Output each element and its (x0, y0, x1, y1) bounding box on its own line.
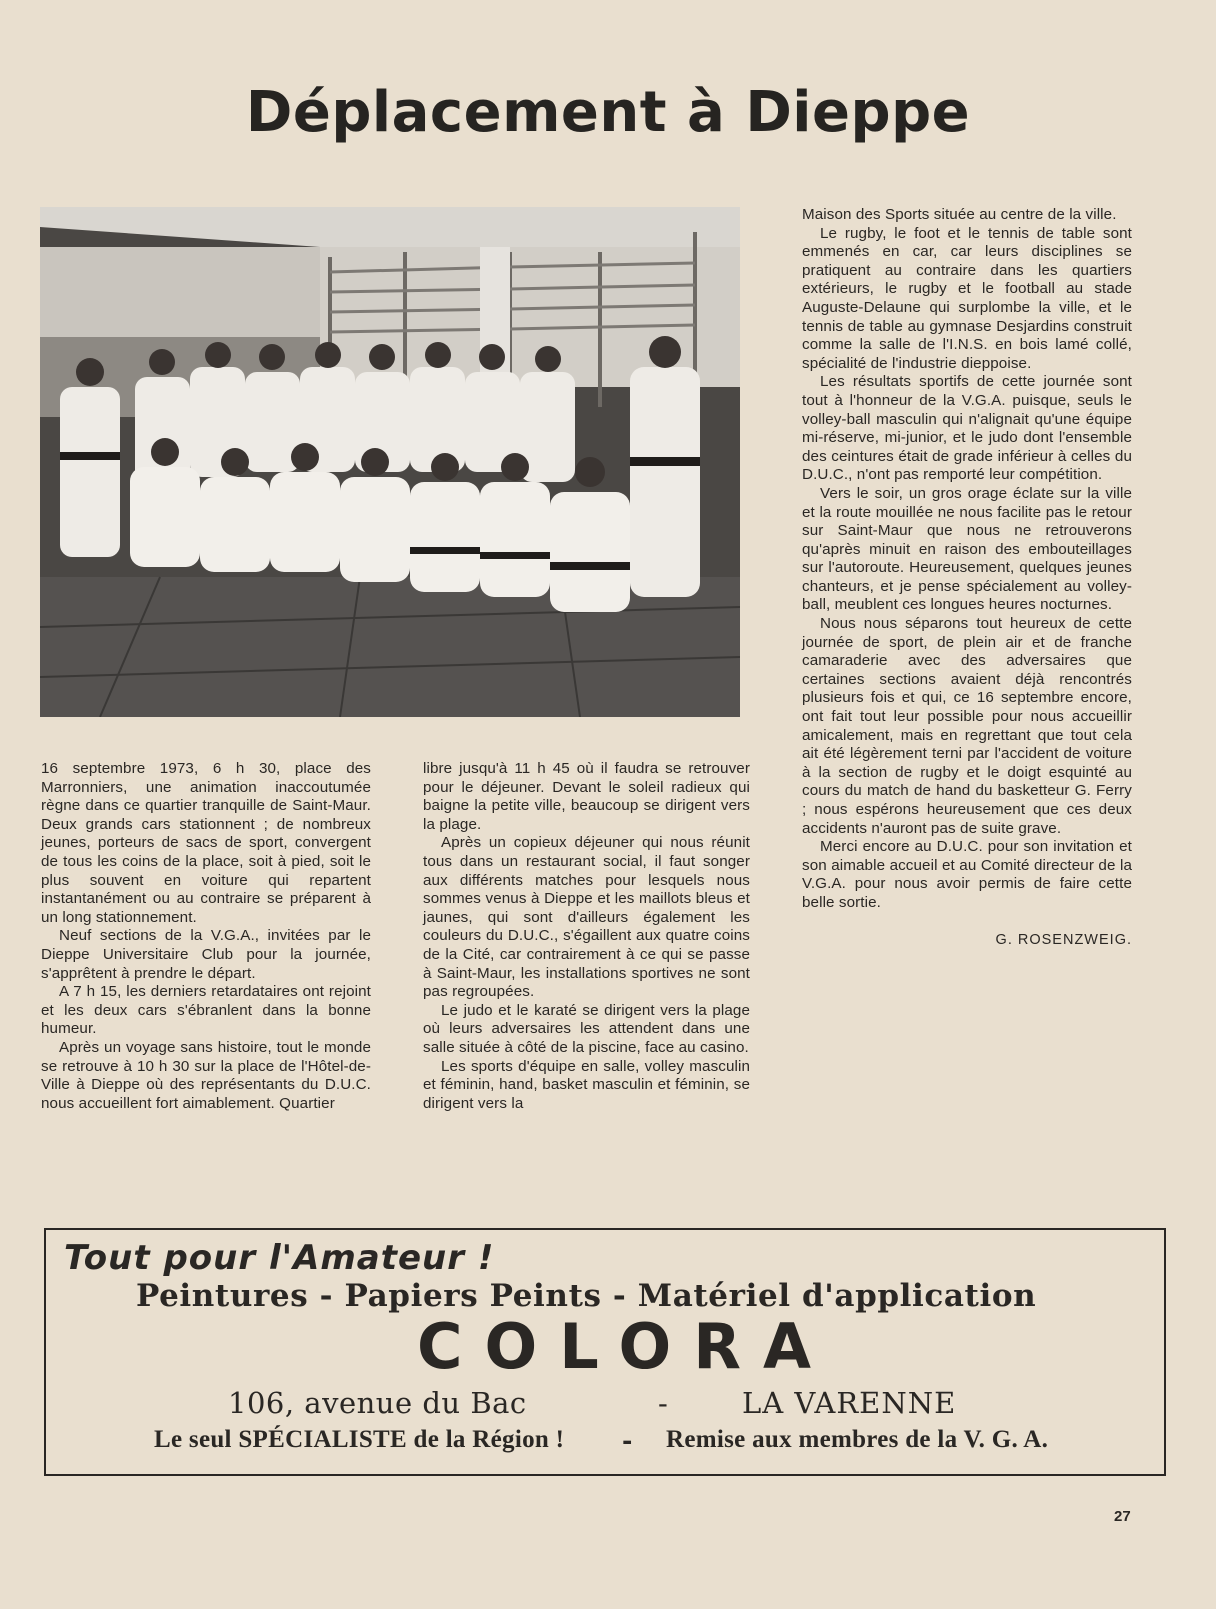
page-number: 27 (1114, 1508, 1131, 1525)
ad-separator: - (622, 1426, 633, 1455)
ad-address: 106, avenue du Bac (228, 1386, 527, 1420)
group-photo (40, 207, 740, 717)
article-paragraph: Les sports d'équipe en salle, volley masculin et féminin, hand, basket masculin et féminin, se dirigent vers la (423, 1057, 750, 1112)
article-paragraph: 16 septembre 1973, 6 h 30, place des Marronniers, une animation inaccoutumée règne dans ce quartier tranquille de Saint-Maur. Deux grands cars stationnent ; de nombreux jeunes, porteurs de sacs de sport, convergent de tous les coins de la place, soit à pied, soit le plus souvent en voiture qui repartent instantanément ou au contraire se préparent à un long stationnement. (41, 760, 371, 926)
article-paragraph: A 7 h 15, les derniers retardataires ont rejoint et les deux cars s'ébranlent dans la bonne humeur. (41, 983, 371, 1038)
article-paragraph: Nous nous séparons tout heureux de cette journée de sport, de plein air et de franche camaraderie avec des adversaires que certaines sections avaient déjà rencontrés plusieurs fois et qui, ce 16 septembre encore, ont fait tout leur possible pour nous accueillir amicalement, mais en regrettant que tout cela ait été légèrement terni par l'accident de voiture à la section de rugby et le doigt esquinté au cours du match de hand du basketteur G. Ferry ; nous espérons heureusement que ces deux accidents n'auront pas de suite grave. (802, 615, 1132, 837)
article-column-3 (802, 206, 1132, 949)
article-paragraph: Après un copieux déjeuner qui nous réunit tous dans un restaurant social, il faut songer aux différents matches pour lesquels nous sommes venus à Dieppe et les maillots bleus et jaunes, qui sont d'ailleurs également les couleurs du D.U.C., s'égaillent aux quatre coins de la Cité, car contrairement à ce qui se passe à Saint-Maur, les installations sportives ne sont pas regroupées. (423, 834, 750, 1001)
ad-city: LA VARENNE (742, 1386, 957, 1420)
article-paragraph: Après un voyage sans histoire, tout le monde se retrouve à 10 h 30 sur la place de l'Hôtel-de-Ville à Dieppe où des représentants du D.U.C. nous accueillent fort aimablement. Quartier (41, 1038, 371, 1112)
article-paragraph: Neuf sections de la V.G.A., invitées par le Dieppe Universitaire Club pour la journée, s'apprêtent à prendre le départ. (41, 927, 371, 982)
article-paragraph: Le rugby, le foot et le tennis de table sont emmenés en car, car leurs disciplines se pratiquent au contraire dans les quartiers extérieurs, le rugby et le football au stade Auguste-Delaune qui surplombe la ville, et le tennis de table au gymnase Desjardins construit comme la salle de l'I.N.S. en bois lamé collé, spécialité de l'industrie dieppoise. (802, 224, 1132, 372)
judo-team-photo-illustration (40, 207, 740, 717)
article-author: G. ROSENZWEIG. (995, 931, 1132, 948)
article-column-1 (41, 760, 371, 1113)
ad-separator: - (658, 1386, 668, 1420)
ad-footer-right: Remise aux membres de la V. G. A. (666, 1426, 1049, 1453)
article-title: Déplacement à Dieppe (245, 80, 971, 145)
article-paragraph: Les résultats sportifs de cette journée sont tout à l'honneur de la V.G.A. puisque, seuls le volley-ball masculin qui n'alignait qu'une équipe mi-réserve, mi-junior, et le judo dont l'ensemble des ceintures était de grade inférieur à celles du D.U.C., n'ont pas remporté leur compétition. (802, 373, 1132, 484)
article-column-2 (423, 760, 750, 1113)
article-paragraph: Maison des Sports située au centre de la ville. (802, 206, 1117, 223)
ad-tagline: Tout pour l'Amateur ! (64, 1238, 495, 1278)
ad-brand-name: COLORA (417, 1310, 833, 1383)
article-paragraph: Merci encore au D.U.C. pour son invitation et son aimable accueil et au Comité directeur de la V.G.A. pour nous avoir permis de faire cette belle sortie. (802, 838, 1132, 911)
ad-products-line: Peintures - Papiers Peints - Matériel d'application (136, 1278, 1037, 1314)
article-paragraph: Le judo et le karaté se dirigent vers la plage où leurs adversaires les attendent dans une salle située à côté de la piscine, face au casino. (423, 1001, 750, 1056)
colora-advertisement (44, 1228, 1166, 1476)
article-paragraph: libre jusqu'à 11 h 45 où il faudra se retrouver pour le déjeuner. Devant le soleil radieux qui baigne la petite ville, beaucoup se dirigent vers la plage. (423, 760, 750, 833)
article-paragraph: Vers le soir, un gros orage éclate sur la ville et la route mouillée ne nous facilite pas le retour sur Saint-Maur que nous ne retrouverons qu'après minuit en raison des embouteillages sur l'autoroute. Heureusement, quelques jeunes chanteurs, et je pense spécialement au volley-ball, meublent ces longues heures nocturnes. (802, 484, 1132, 614)
ad-footer-left: Le seul SPÉCIALISTE de la Région ! (154, 1426, 565, 1453)
